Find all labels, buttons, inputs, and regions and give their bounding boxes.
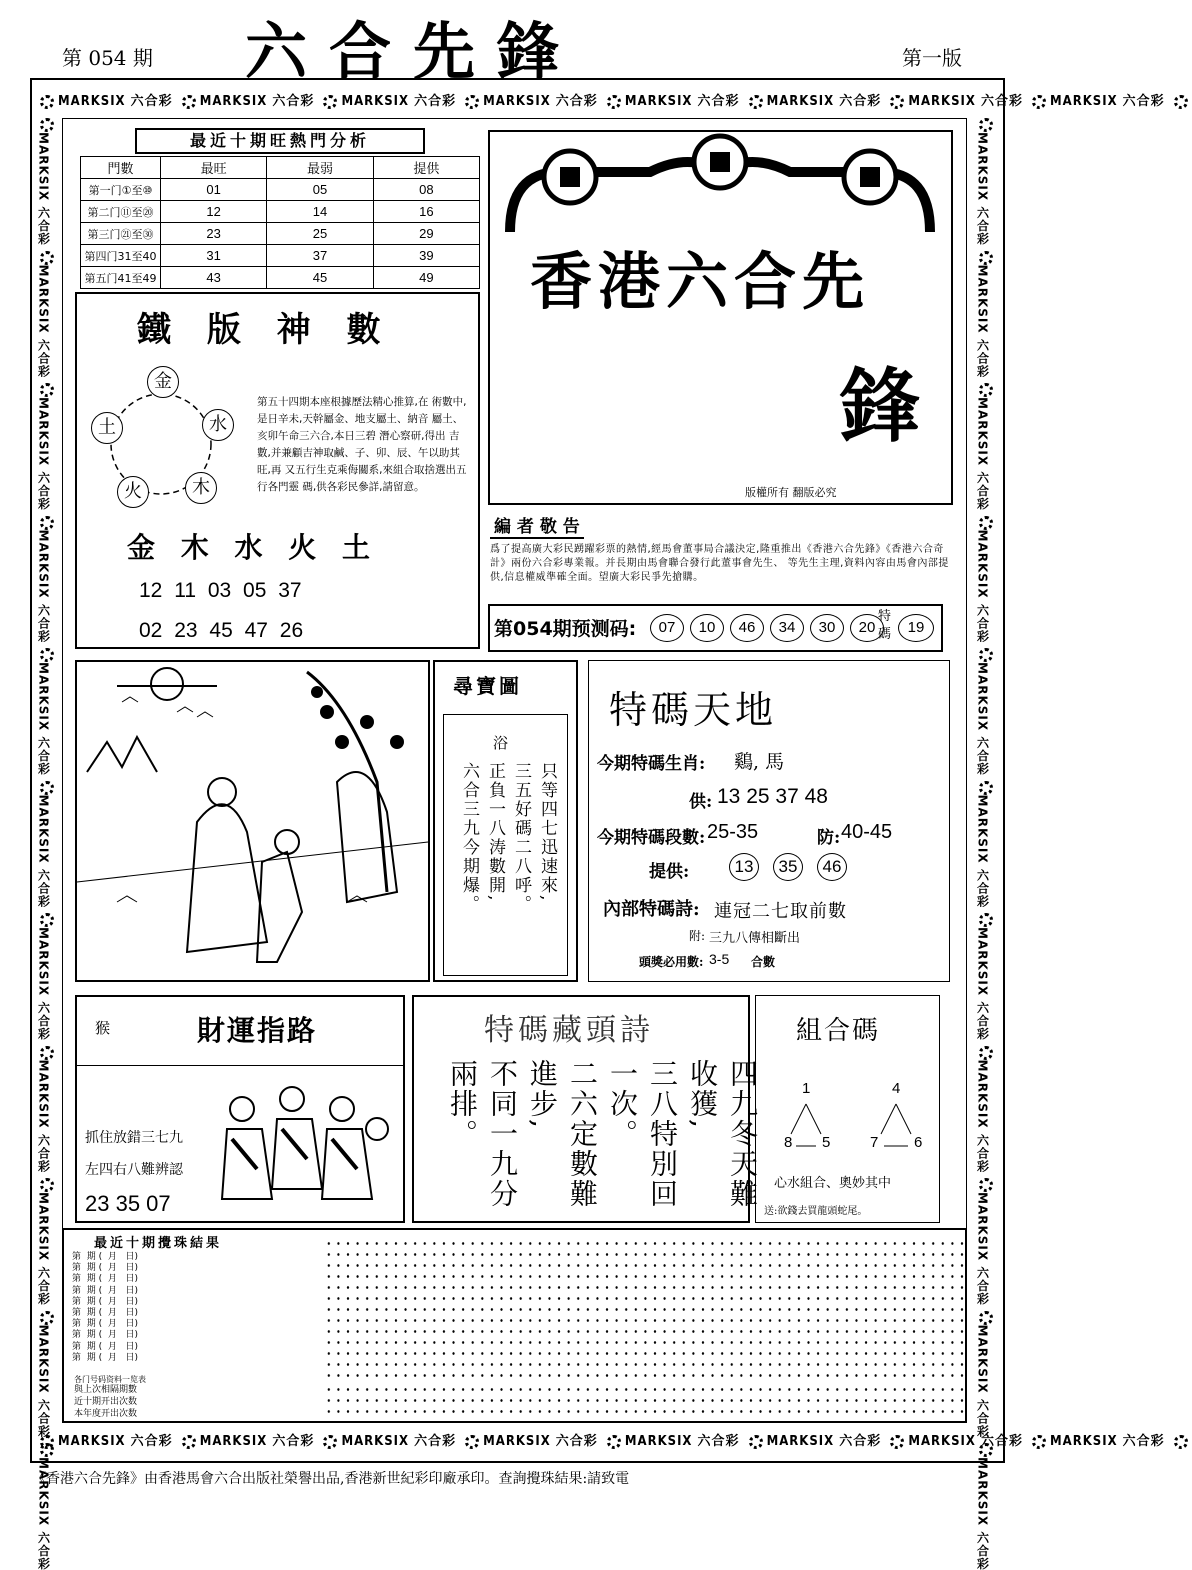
cold-value: 05 bbox=[267, 179, 373, 201]
numbers-line-1: 12 11 03 05 37 bbox=[139, 579, 302, 602]
wealth-line-1: 抓住放錯三七九 bbox=[85, 1130, 183, 1146]
range-value: 25-35 bbox=[707, 821, 759, 843]
poem-col: 四九冬天難收獲, bbox=[686, 1059, 759, 1209]
door-label: 第一门①至⑩ bbox=[81, 179, 161, 201]
defend-label: 防: bbox=[817, 828, 841, 848]
combo-left-bl: 8 bbox=[784, 1134, 793, 1151]
result-row: 第 期 ( 月 日) bbox=[72, 1285, 138, 1296]
combo-right-br: 6 bbox=[914, 1134, 923, 1151]
issue-number: 第 054 期 bbox=[62, 46, 153, 70]
left-band: MARKSIX 六合彩 MARKSIX 六合彩 MARKSIX 六合彩 MARKSIX 六合彩 MARKSIX 六合彩 MARKSIX 六合彩 MARKSIX 六合彩 MARKSIX 六合彩 MARKSIX 六合彩 MARKSIX 六合彩 MARKSIX 六合彩 bbox=[36, 118, 58, 1423]
wealth-line-2: 左四右八難辨認 bbox=[85, 1162, 183, 1178]
tiebang-title: 鐵 版 神 數 bbox=[137, 310, 393, 350]
page-title: 六合先鋒 bbox=[245, 15, 582, 88]
forecast-number: 46 bbox=[730, 614, 764, 642]
offer-number: 46 bbox=[817, 853, 847, 881]
wealth-animal: 猴 bbox=[95, 1019, 111, 1037]
pick-value: 16 bbox=[373, 201, 479, 223]
pick-value: 49 bbox=[373, 267, 479, 289]
treasure-top: 浴 bbox=[493, 734, 509, 752]
tiebang-box bbox=[75, 292, 480, 649]
attach-value: 三九八傳相斷出 bbox=[709, 931, 801, 946]
hot-value: 12 bbox=[161, 201, 267, 223]
forecast-number: 07 bbox=[650, 614, 684, 642]
poem-col: 二六定數難進步, bbox=[526, 1059, 599, 1209]
notice-section bbox=[490, 512, 955, 600]
table-row bbox=[81, 179, 480, 201]
wealth-title: 財運指路 bbox=[197, 1014, 318, 1047]
table-row bbox=[81, 245, 480, 267]
hot-value: 31 bbox=[161, 245, 267, 267]
bottom-label: 近十期开出次数 bbox=[74, 1397, 138, 1407]
elements-line: 金 木 水 火 土 bbox=[127, 531, 378, 564]
forecast-box bbox=[488, 604, 943, 652]
head-value: 3-5 bbox=[709, 951, 730, 967]
zodiac-value: 鷄, 馬 bbox=[734, 751, 785, 773]
banner-box bbox=[488, 130, 953, 505]
forecast-special: 19 bbox=[898, 614, 934, 642]
hot-value: 01 bbox=[161, 179, 267, 201]
element-metal: 金 bbox=[147, 366, 179, 398]
treasure-col: 正負一八涛數開, bbox=[485, 762, 505, 903]
wealth-box bbox=[75, 995, 405, 1223]
pick-value: 39 bbox=[373, 245, 479, 267]
element-wood: 木 bbox=[185, 472, 217, 504]
hot-value: 43 bbox=[161, 267, 267, 289]
hot-value: 23 bbox=[161, 223, 267, 245]
results-title: 最近十期攪珠結果 bbox=[94, 1236, 223, 1251]
table-row bbox=[81, 267, 480, 289]
offer-number: 13 bbox=[729, 853, 759, 881]
banner-char: 合 bbox=[734, 245, 803, 318]
table-row bbox=[81, 201, 480, 223]
hot-cold-title: 最近十期旺熱門分析 bbox=[135, 128, 425, 154]
poem-title: 特碼藏頭詩 bbox=[484, 1013, 654, 1048]
notice-text: 爲了提高廣大彩民踴躍彩票的熱情,經馬會董事局合議決定,隆重推出《香港六合先鋒》《香港六合奇計》兩份六合彩專業報。并長期由馬會聯合發行此董事會先生、 等先生主理,資料內容由馬會內部提供,信息權威準確全面。望廣大彩民爭先搶購。 bbox=[490, 544, 949, 583]
poem-label: 內部特碼詩: bbox=[603, 899, 700, 920]
treasure-col: 三五好碼二八呼。 bbox=[511, 762, 531, 914]
element-earth: 土 bbox=[91, 412, 123, 444]
result-row: 第 期 ( 月 日) bbox=[72, 1341, 138, 1352]
attach-label: 附: bbox=[689, 929, 706, 943]
zodiac-label: 今期特碼生肖: bbox=[597, 754, 706, 774]
banner-title bbox=[530, 232, 870, 321]
result-row: 第 期 ( 月 日) bbox=[72, 1352, 138, 1363]
door-label: 第二门⑪至⑳ bbox=[81, 201, 161, 223]
results-bottom-labels bbox=[74, 1384, 137, 1420]
result-row: 第 期 ( 月 日) bbox=[72, 1308, 138, 1319]
cold-value: 25 bbox=[267, 223, 373, 245]
special-box bbox=[588, 660, 950, 982]
result-row: 第 期 ( 月 日) bbox=[72, 1330, 138, 1341]
combo-right-bl: 7 bbox=[870, 1134, 879, 1151]
hot-cold-table bbox=[80, 156, 480, 289]
cold-value: 45 bbox=[267, 267, 373, 289]
pick-value: 08 bbox=[373, 179, 479, 201]
illustration-box bbox=[75, 660, 430, 982]
banner-char: 六 bbox=[666, 245, 735, 318]
treasure-title: 尋寶圖 bbox=[453, 674, 522, 698]
bottom-label: 本年度开出次数 bbox=[74, 1409, 138, 1419]
banner-char: 港 bbox=[598, 245, 667, 318]
supply-value: 13 25 37 48 bbox=[717, 785, 828, 808]
door-label: 第五门41至49 bbox=[81, 267, 161, 289]
range-label: 今期特碼段數: bbox=[597, 828, 706, 848]
top-band: MARKSIX 六合彩 MARKSIX 六合彩 MARKSIX 六合彩 MARKSIX 六合彩 MARKSIX 六合彩 MARKSIX 六合彩 MARKSIX 六合彩 MARKSIX 六合彩 bbox=[36, 90, 998, 112]
combo-box bbox=[755, 995, 940, 1223]
forecast-number: 30 bbox=[810, 614, 844, 642]
tiebang-text: 第五十四期本座根據歷法精心推算,在 術數中,是日辛未,天幹屬金、地支屬土、納音 屬土、亥卯午命三六合,本日三碧 潛心察研,得出 吉數,并兼顧吉神取鹹、子、卯、辰、午以助其旺,再 又五行生克乘侮關系,來組合取捨選出五行各門靈 碼,供各彩民參詳,請留意。 bbox=[257, 396, 467, 493]
combo-title: 組合碼 bbox=[796, 1016, 881, 1046]
notice-title: 編 者 敬 告 bbox=[490, 512, 584, 539]
forecast-number: 20 bbox=[850, 614, 884, 642]
forecast-label: 第054期预测码: bbox=[494, 618, 637, 640]
results-number-grid bbox=[324, 1238, 964, 1378]
combo-caption: 心水組合、奧妙其中 bbox=[774, 1176, 892, 1191]
right-band: MARKSIX 六合彩 MARKSIX 六合彩 MARKSIX 六合彩 MARKSIX 六合彩 MARKSIX 六合彩 MARKSIX 六合彩 MARKSIX 六合彩 MARKSIX 六合彩 MARKSIX 六合彩 MARKSIX 六合彩 MARKSIX 六合彩 bbox=[975, 118, 997, 1423]
treasure-box bbox=[433, 660, 578, 982]
offer-label: 提供: bbox=[649, 862, 690, 882]
treasure-col: 六合三九今期爆。 bbox=[459, 762, 479, 914]
header-door: 門數 bbox=[81, 157, 161, 179]
hot-cold-section bbox=[80, 128, 480, 288]
combo-left-top: 1 bbox=[802, 1080, 811, 1097]
wealth-divider bbox=[77, 1065, 403, 1066]
result-row: 第 期 ( 月 日) bbox=[72, 1274, 138, 1285]
offer-number: 35 bbox=[773, 853, 803, 881]
wealth-numbers: 23 35 07 bbox=[85, 1191, 171, 1216]
table-row bbox=[81, 223, 480, 245]
forecast-number: 10 bbox=[690, 614, 724, 642]
special-title: 特碼天地 bbox=[609, 688, 778, 732]
door-label: 第四门31至40 bbox=[81, 245, 161, 267]
header-pick: 提供 bbox=[373, 157, 479, 179]
treasure-col: 只等四七迅速來, bbox=[537, 762, 557, 903]
poem-box bbox=[412, 995, 759, 1223]
door-label: 第三门㉑至㉚ bbox=[81, 223, 161, 245]
forecast-numbers bbox=[650, 614, 890, 642]
copyright: 版權所有 翻版必究 bbox=[745, 486, 837, 499]
results-top-note: 各门号码资料一览表 bbox=[74, 1375, 146, 1384]
combo-note: 送:欲錢去買龍頭蛇尾。 bbox=[764, 1206, 868, 1217]
crowd-illustration bbox=[212, 1069, 402, 1219]
supply-label: 供: bbox=[689, 792, 713, 812]
head-label: 頭獎必用數: bbox=[639, 955, 704, 969]
banner-char: 香 bbox=[530, 245, 599, 318]
bottom-band: MARKSIX 六合彩 MARKSIX 六合彩 MARKSIX 六合彩 MARKSIX 六合彩 MARKSIX 六合彩 MARKSIX 六合彩 MARKSIX 六合彩 MARKSIX 六合彩 bbox=[36, 1430, 998, 1452]
forecast-special-label: 特碼 bbox=[878, 609, 892, 642]
combo-right-top: 4 bbox=[892, 1080, 901, 1097]
result-row: 第 期 ( 月 日) bbox=[72, 1296, 138, 1307]
cold-value: 14 bbox=[267, 201, 373, 223]
banner-char-last: 鋒 bbox=[840, 360, 920, 453]
edition-label: 第一版 bbox=[902, 46, 962, 70]
header-hot: 最旺 bbox=[161, 157, 267, 179]
result-row: 第 期 ( 月 日) bbox=[72, 1263, 138, 1274]
forecast-number: 34 bbox=[770, 614, 804, 642]
defend-value: 40-45 bbox=[841, 821, 893, 843]
cold-value: 37 bbox=[267, 245, 373, 267]
result-row: 第 期 ( 月 日) bbox=[72, 1252, 138, 1262]
element-fire: 火 bbox=[117, 476, 149, 508]
sage-illustration bbox=[77, 662, 428, 980]
header-cold: 最弱 bbox=[267, 157, 373, 179]
poem-col: 不同一九分兩排。 bbox=[446, 1059, 519, 1209]
head-suffix: 合數 bbox=[751, 955, 776, 969]
results-box bbox=[62, 1228, 967, 1423]
pick-value: 29 bbox=[373, 223, 479, 245]
poem-col: 三八特別回一次。 bbox=[606, 1059, 679, 1209]
numbers-line-2: 02 23 45 47 26 bbox=[139, 619, 304, 642]
bottom-label: 與上次相隔期數 bbox=[74, 1385, 138, 1395]
poem-value: 連冠二七取前數 bbox=[714, 901, 847, 922]
offer-values bbox=[729, 853, 847, 881]
result-row: 第 期 ( 月 日) bbox=[72, 1319, 138, 1330]
banner-char: 先 bbox=[802, 245, 871, 318]
combo-left-br: 5 bbox=[822, 1134, 831, 1151]
footer-note: 《香港六合先鋒》由香港馬會六合出版社榮譽出品,香港新世紀彩印廠承印。查詢攪珠結果:請致電 bbox=[32, 1471, 630, 1487]
element-water: 水 bbox=[202, 409, 234, 441]
results-row-labels bbox=[72, 1252, 138, 1364]
results-stats-grid bbox=[324, 1384, 964, 1420]
